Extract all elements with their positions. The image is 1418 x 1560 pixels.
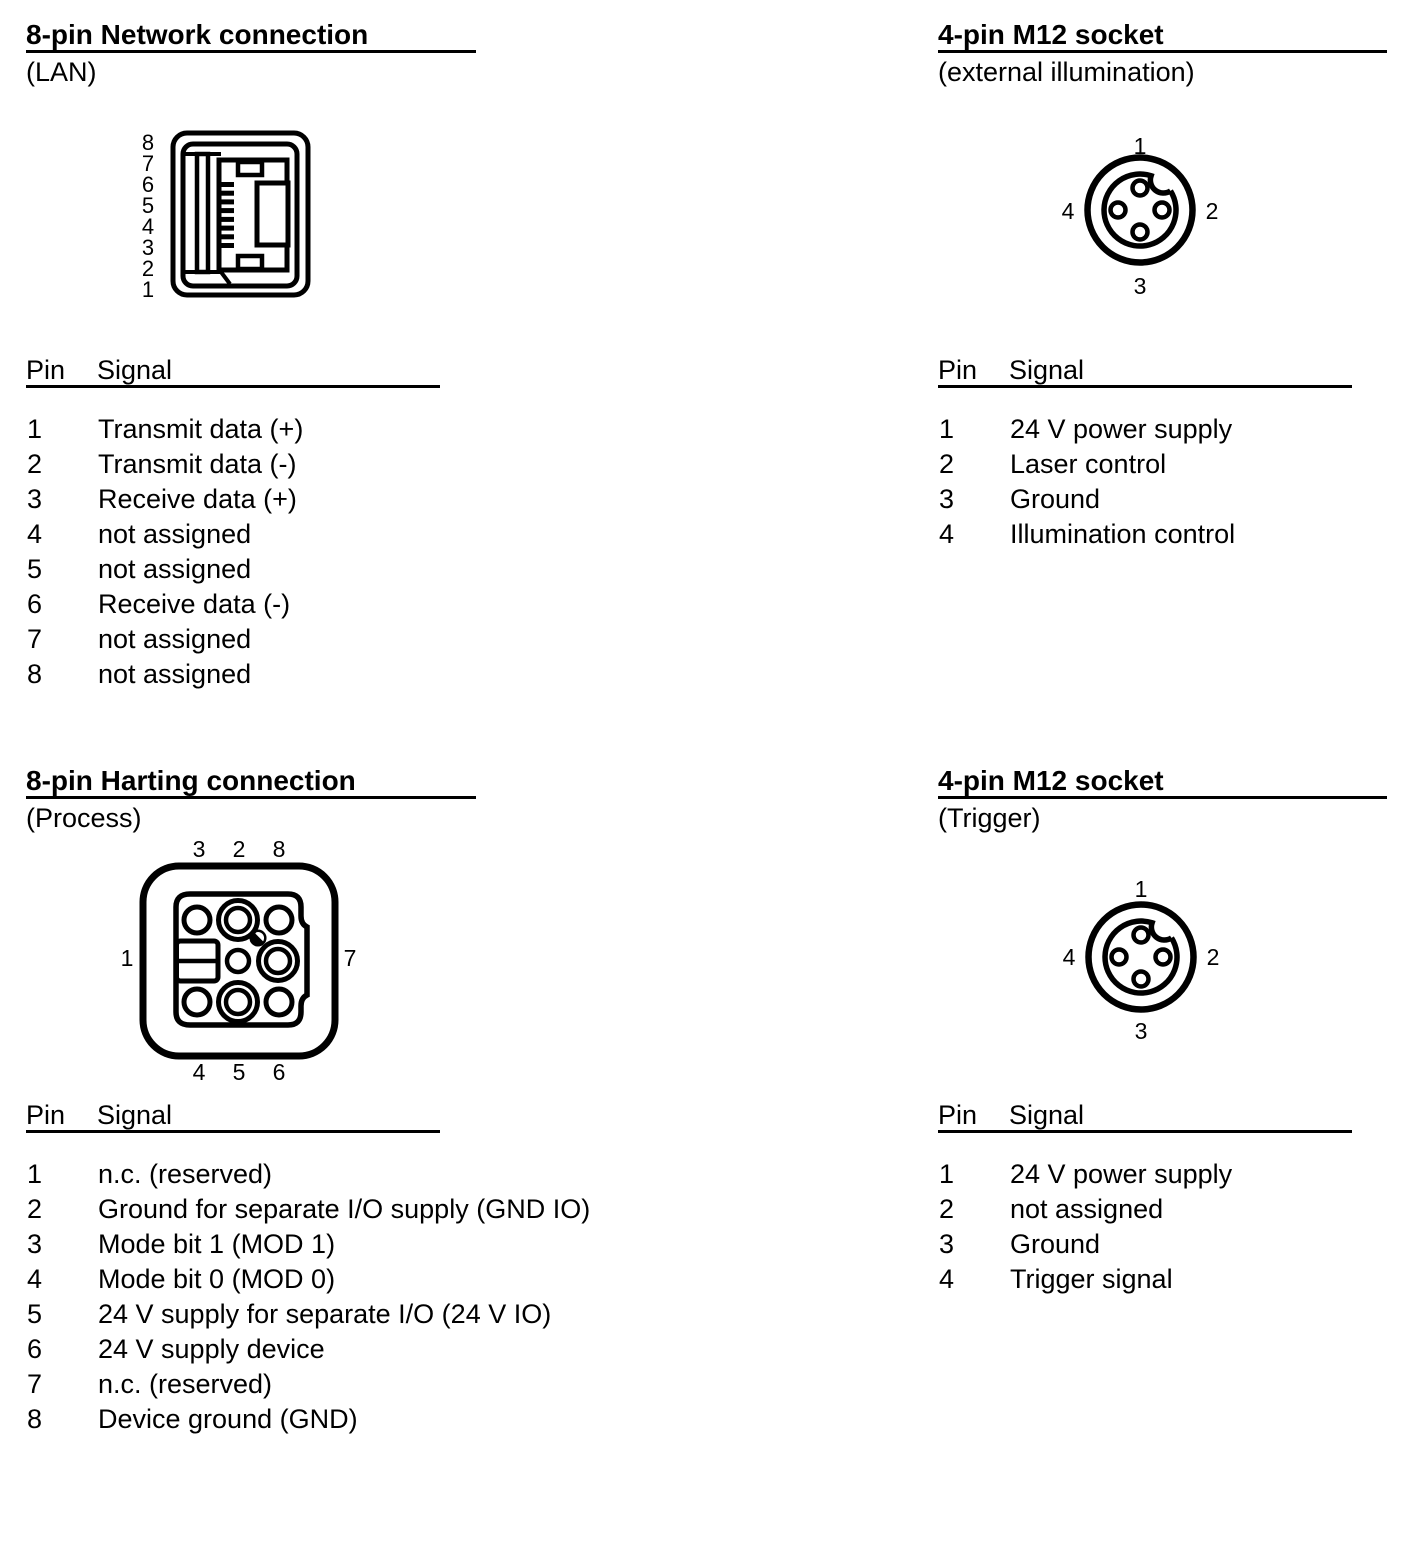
m12-illumination-table-body bbox=[939, 412, 1235, 552]
signal-header: Signal bbox=[1009, 1100, 1085, 1130]
table-row bbox=[939, 1157, 1232, 1192]
pin-cell: 6 bbox=[27, 589, 43, 619]
pin-cell: 8 bbox=[27, 659, 43, 689]
table-row bbox=[27, 552, 303, 587]
rj45-pin-label-4: 4 bbox=[141, 214, 155, 239]
signal-cell: not assigned bbox=[1010, 1194, 1164, 1224]
harting-pin-label-3: 3 bbox=[192, 836, 206, 862]
pin-cell: 4 bbox=[27, 1264, 43, 1294]
m12-pin-label-4: 4 bbox=[1062, 944, 1076, 970]
pin-cell: 2 bbox=[27, 1194, 43, 1224]
harting-table-body bbox=[27, 1157, 590, 1437]
signal-cell: 24 V supply device bbox=[98, 1334, 325, 1364]
signal-header: Signal bbox=[97, 355, 173, 385]
pin-cell: 6 bbox=[27, 1334, 43, 1364]
m12-pin-4-hole bbox=[1111, 203, 1126, 218]
pin-cell: 5 bbox=[27, 554, 43, 584]
rj45-pin-label-2: 2 bbox=[141, 256, 155, 281]
m12-pin-label-3: 3 bbox=[1134, 1018, 1148, 1044]
table-row bbox=[27, 1402, 590, 1437]
network-table-body bbox=[27, 412, 303, 692]
m12-trigger-subtitle: (Trigger) bbox=[938, 803, 1041, 833]
pin-cell: 3 bbox=[939, 484, 955, 514]
m12-trigger-table-body bbox=[939, 1157, 1232, 1297]
signal-cell: Mode bit 1 (MOD 1) bbox=[98, 1229, 336, 1259]
m12-pin-label-1: 1 bbox=[1134, 876, 1148, 902]
table-row bbox=[939, 1227, 1232, 1262]
signal-cell: 24 V power supply bbox=[1010, 1159, 1233, 1189]
pin-cell: 3 bbox=[27, 1229, 43, 1259]
m12-trigger-title: 4-pin M12 socket bbox=[938, 766, 1387, 799]
pin-cell: 1 bbox=[27, 1159, 43, 1189]
table-row bbox=[27, 1297, 590, 1332]
pin-cell: 4 bbox=[939, 1264, 955, 1294]
signal-cell: not assigned bbox=[98, 659, 252, 689]
table-row bbox=[939, 1192, 1232, 1227]
harting-pin-label-7: 7 bbox=[343, 945, 357, 971]
table-row bbox=[27, 412, 303, 447]
signal-cell: not assigned bbox=[98, 519, 252, 549]
table-row bbox=[27, 1332, 590, 1367]
m12-pin-label-1: 1 bbox=[1133, 133, 1147, 159]
m12-inner-ring-keyway bbox=[1105, 921, 1177, 993]
rj45-top-latch bbox=[238, 162, 262, 175]
table-row bbox=[939, 482, 1235, 517]
m12-inner-ring-keyway bbox=[1104, 174, 1176, 246]
signal-cell: Trigger signal bbox=[1010, 1264, 1173, 1294]
m12-pin-3-hole bbox=[1134, 972, 1149, 987]
table-row bbox=[27, 1157, 590, 1192]
m12-pin-label-4: 4 bbox=[1061, 198, 1075, 224]
signal-cell: Ground bbox=[1010, 484, 1101, 514]
pin-header: Pin bbox=[938, 355, 978, 385]
table-row bbox=[27, 587, 303, 622]
signal-cell: Receive data (+) bbox=[98, 484, 297, 514]
m12-pin-label-3: 3 bbox=[1133, 273, 1147, 299]
m12-illumination-table-header bbox=[938, 356, 1352, 388]
harting-pin-label-8: 8 bbox=[272, 836, 286, 862]
rj45-contact-strip bbox=[197, 154, 208, 272]
pin-cell: 2 bbox=[939, 449, 955, 479]
pin-cell: 3 bbox=[27, 484, 43, 514]
table-row bbox=[939, 412, 1235, 447]
m12-pin-2-hole bbox=[1155, 203, 1170, 218]
harting-pin-label-1: 1 bbox=[120, 945, 134, 971]
table-row bbox=[27, 517, 303, 552]
pin-cell: 4 bbox=[27, 519, 43, 549]
signal-cell: Transmit data (+) bbox=[98, 414, 304, 444]
rj45-pin-label-1: 1 bbox=[141, 277, 155, 302]
pin-cell: 1 bbox=[27, 414, 43, 444]
signal-cell: n.c. (reserved) bbox=[98, 1159, 273, 1189]
table-row bbox=[27, 1262, 590, 1297]
m12-pin-3-hole bbox=[1133, 225, 1148, 240]
signal-cell: Laser control bbox=[1010, 449, 1167, 479]
rj45-pin-label-5: 5 bbox=[141, 193, 155, 218]
m12-pin-label-2: 2 bbox=[1206, 944, 1220, 970]
signal-cell: not assigned bbox=[98, 554, 252, 584]
pin-header: Pin bbox=[26, 355, 66, 385]
network-table-header bbox=[26, 356, 440, 388]
table-row bbox=[27, 1192, 590, 1227]
m12-pin-1-hole bbox=[1133, 181, 1148, 196]
pin-cell: 8 bbox=[27, 1404, 43, 1434]
m12-illumination-diagram bbox=[1088, 158, 1193, 263]
harting-table-header bbox=[26, 1101, 440, 1133]
table-row bbox=[27, 622, 303, 657]
m12-pin-1-hole bbox=[1134, 928, 1149, 943]
harting-section-title: 8-pin Harting connection bbox=[26, 766, 476, 799]
signal-cell: Mode bit 0 (MOD 0) bbox=[98, 1264, 336, 1294]
harting-pin-label-5: 5 bbox=[232, 1059, 246, 1085]
m12-trigger-table-header bbox=[938, 1101, 1352, 1133]
table-row bbox=[27, 1227, 590, 1262]
m12-trigger-diagram bbox=[1089, 905, 1194, 1010]
network-section-subtitle: (LAN) bbox=[26, 57, 97, 87]
harting-pin-label-6: 6 bbox=[272, 1059, 286, 1085]
signal-cell: n.c. (reserved) bbox=[98, 1369, 273, 1399]
harting-pin-label-2: 2 bbox=[232, 836, 246, 862]
m12-illumination-subtitle: (external illumination) bbox=[938, 57, 1195, 87]
signal-cell: Device ground (GND) bbox=[98, 1404, 358, 1434]
signal-cell: 24 V power supply bbox=[1010, 414, 1233, 444]
signal-cell: 24 V supply for separate I/O (24 V IO) bbox=[98, 1299, 552, 1329]
rj45-cable-opening bbox=[257, 183, 288, 245]
harting-connector-diagram bbox=[143, 866, 335, 1056]
rj45-pin-label-6: 6 bbox=[141, 172, 155, 197]
signal-cell: Transmit data (-) bbox=[98, 449, 297, 479]
pin-cell: 7 bbox=[27, 624, 43, 654]
rj45-pin-label-8: 8 bbox=[141, 130, 155, 155]
m12-pin-label-2: 2 bbox=[1205, 198, 1219, 224]
signal-cell: Ground for separate I/O supply (GND IO) bbox=[98, 1194, 591, 1224]
rj45-jack-diagram bbox=[173, 133, 308, 295]
table-row bbox=[939, 447, 1235, 482]
signal-cell: Illumination control bbox=[1010, 519, 1236, 549]
network-section-title: 8-pin Network connection bbox=[26, 20, 476, 53]
signal-cell: not assigned bbox=[98, 624, 252, 654]
signal-cell: Receive data (-) bbox=[98, 589, 291, 619]
harting-section-subtitle: (Process) bbox=[26, 803, 142, 833]
signal-header: Signal bbox=[1009, 355, 1085, 385]
pin-cell: 1 bbox=[939, 414, 955, 444]
table-row bbox=[27, 1367, 590, 1402]
harting-pin-label-4: 4 bbox=[192, 1059, 206, 1085]
rj45-pin-label-7: 7 bbox=[141, 151, 155, 176]
pin-cell: 4 bbox=[939, 519, 955, 549]
signal-cell: Ground bbox=[1010, 1229, 1101, 1259]
m12-pin-4-hole bbox=[1112, 950, 1127, 965]
pin-header: Pin bbox=[938, 1100, 978, 1130]
pin-cell: 2 bbox=[939, 1194, 955, 1224]
pin-cell: 2 bbox=[27, 449, 43, 479]
rj45-pin-label-3: 3 bbox=[141, 235, 155, 260]
table-row bbox=[939, 1262, 1232, 1297]
table-row bbox=[939, 517, 1235, 552]
pin-header: Pin bbox=[26, 1100, 66, 1130]
pin-cell: 1 bbox=[939, 1159, 955, 1189]
m12-illumination-title: 4-pin M12 socket bbox=[938, 20, 1387, 53]
rj45-bottom-latch bbox=[238, 256, 262, 269]
table-row bbox=[27, 482, 303, 517]
pin-cell: 3 bbox=[939, 1229, 955, 1259]
table-row bbox=[27, 657, 303, 692]
pin-cell: 5 bbox=[27, 1299, 43, 1329]
signal-header: Signal bbox=[97, 1100, 173, 1130]
pin-cell: 7 bbox=[27, 1369, 43, 1399]
m12-pin-2-hole bbox=[1156, 950, 1171, 965]
table-row bbox=[27, 447, 303, 482]
